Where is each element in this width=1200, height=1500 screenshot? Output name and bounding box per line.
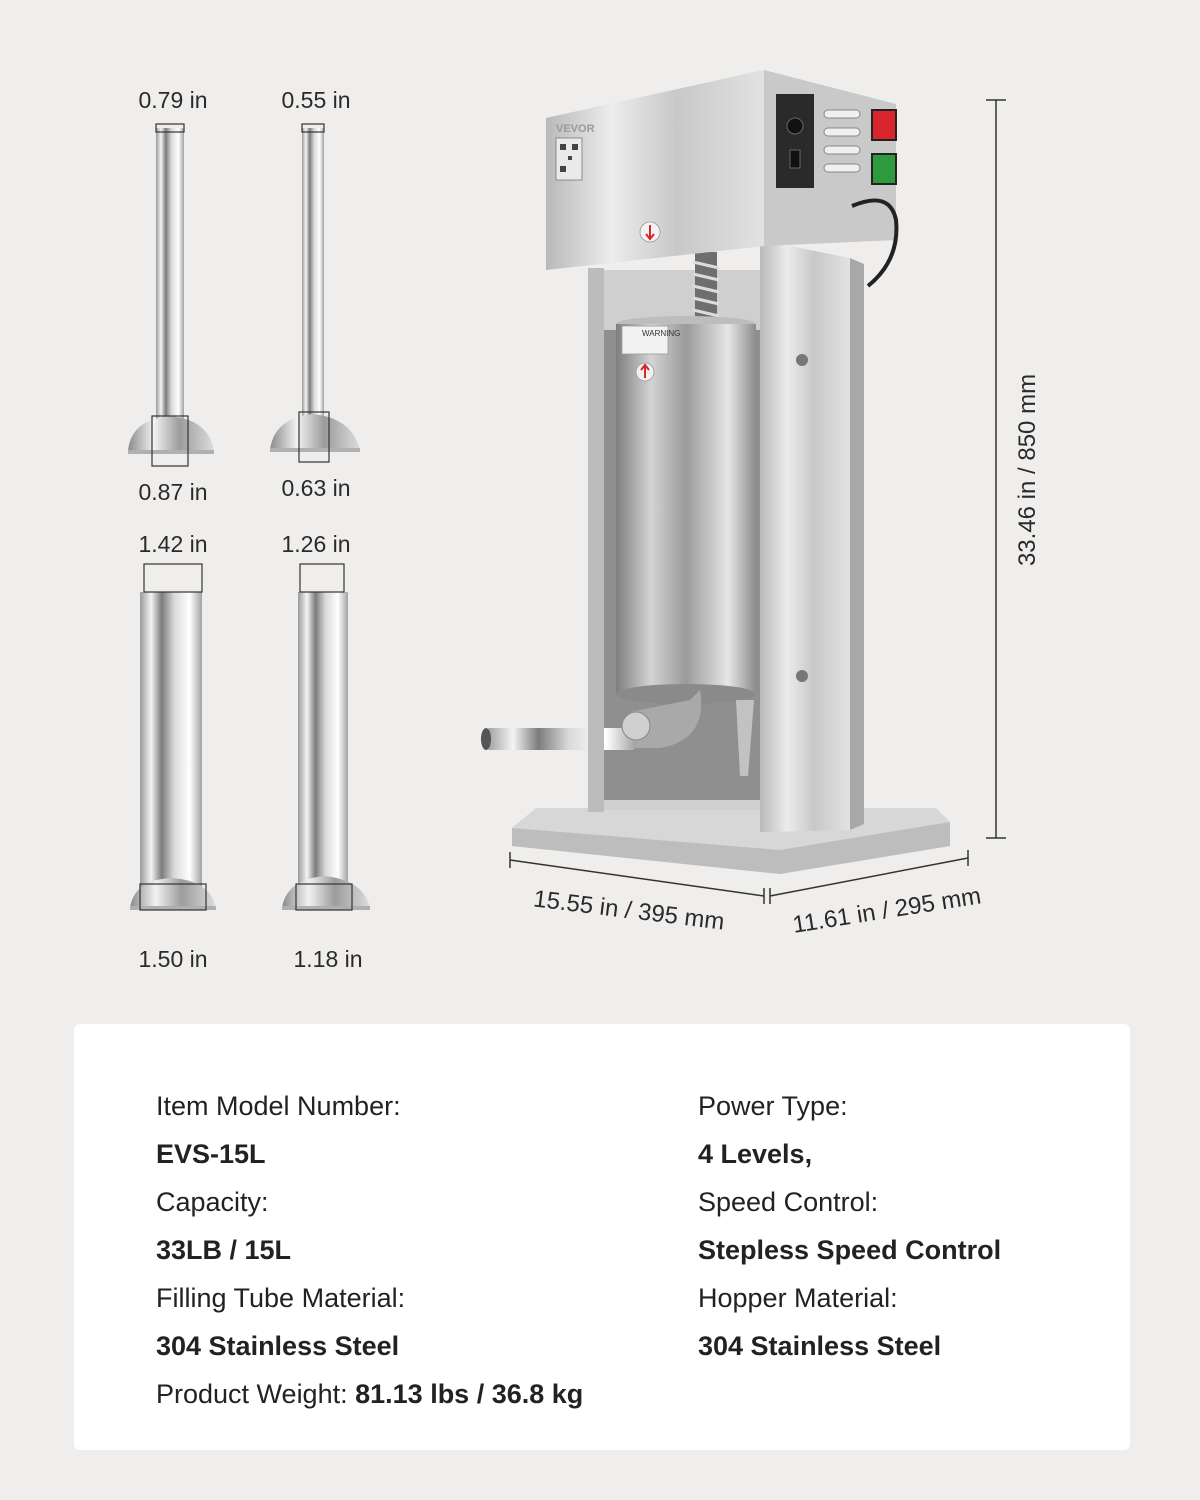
depth-label: 11.61 in / 295 mm — [790, 882, 983, 939]
height-dimension — [986, 100, 1041, 838]
filling-tube-4 — [281, 531, 370, 972]
hopper-cylinder — [616, 316, 756, 704]
specs-left-column — [156, 1082, 583, 1418]
tube-4-top-label: 1.26 in — [281, 531, 351, 557]
specifications-panel — [74, 1024, 1130, 1450]
tube-3-top-label: 1.42 in — [138, 531, 208, 557]
width-label: 15.55 in / 395 mm — [531, 885, 726, 936]
tube-2-top-label: 0.55 in — [281, 87, 351, 113]
filling-tube-2 — [270, 87, 360, 501]
capacity-label: Capacity: — [156, 1187, 269, 1217]
product-weight-label: Product Weight: — [156, 1379, 348, 1409]
green-power-switch — [872, 154, 896, 184]
speed-control-label: Speed Control: — [698, 1187, 879, 1217]
filling-tube-3 — [130, 531, 216, 972]
height-label: 33.46 in / 850 mm — [1014, 373, 1041, 567]
filling-tube-1 — [128, 87, 214, 505]
brand-logo: VEVOR — [556, 123, 595, 135]
tube-1-bottom-label: 0.87 in — [138, 479, 208, 505]
tube-2-bottom-label: 0.63 in — [281, 475, 351, 501]
speed-control-value: Stepless Speed Control — [698, 1235, 1002, 1265]
tube-4-bottom-label: 1.18 in — [293, 946, 363, 972]
tube-1-top-label: 0.79 in — [138, 87, 208, 113]
product-weight-value: 81.13 lbs / 36.8 kg — [355, 1379, 584, 1409]
tube-3-bottom-label: 1.50 in — [138, 946, 208, 972]
hopper-material-label: Hopper Material: — [698, 1283, 898, 1313]
capacity-value: 33LB / 15L — [156, 1235, 292, 1265]
power-type-label: Power Type: — [698, 1091, 848, 1121]
red-power-switch — [872, 110, 896, 140]
sausage-stuffer-machine — [481, 70, 950, 874]
filling-tube-material-label: Filling Tube Material: — [156, 1283, 406, 1313]
hopper-material-value: 304 Stainless Steel — [698, 1331, 942, 1361]
model-number-label: Item Model Number: — [156, 1091, 401, 1121]
model-number-value: EVS-15L — [156, 1139, 266, 1169]
specs-right-column — [698, 1082, 1001, 1370]
product-weight-row — [156, 1370, 583, 1418]
filling-tube-material-value: 304 Stainless Steel — [156, 1331, 400, 1361]
warning-label: WARNING — [642, 329, 681, 338]
piston-spring — [693, 252, 719, 322]
power-type-value: 4 Levels, — [698, 1139, 813, 1169]
motor-box — [546, 70, 896, 270]
